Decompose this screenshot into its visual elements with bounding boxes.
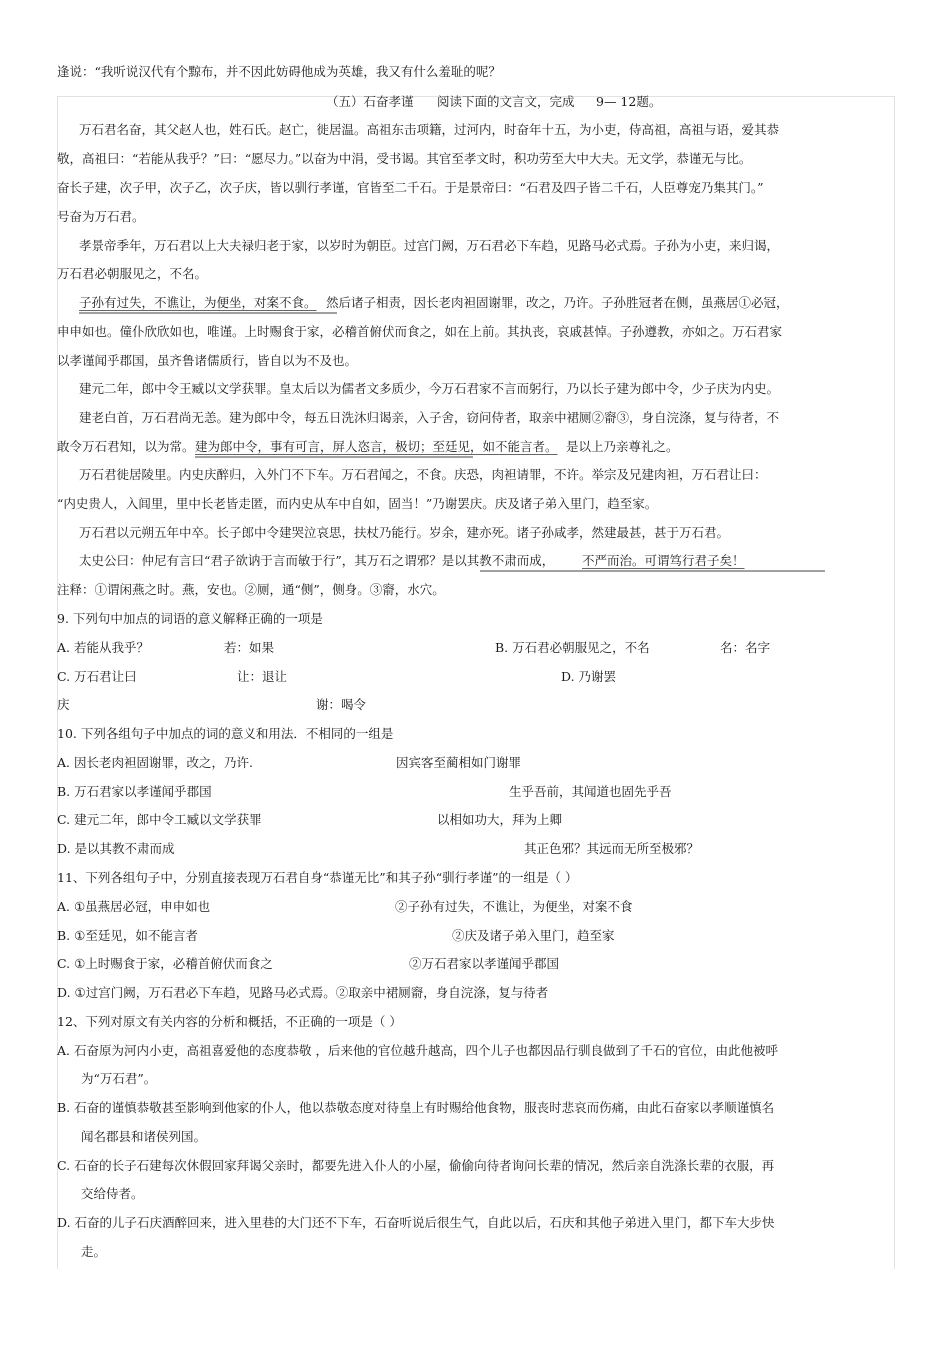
passage-line: 奋长子建，次子甲，次子乙，次子庆，皆以驯行孝谨，官皆至二千石。于是景帝曰：“石君及四子皆二千石，人臣尊宠乃集其门。” [57, 180, 764, 195]
underlined-sentence: 不严而治。可谓笃行君子矣！ [582, 553, 745, 568]
passage-line: 以孝谨闻乎郡国，虽齐鲁诸儒质行，皆自以为不及也。 [57, 353, 358, 368]
option-D-continued: 走。 [81, 1244, 107, 1259]
underline-rule [195, 456, 473, 458]
underline-rule [480, 570, 825, 572]
question-stem: 11、下列各组句子中，分别直接表现万石君自身“恭谨无比”和其子孙“驯行孝谨”的一组是（ ） [57, 870, 578, 885]
underline-rule [79, 312, 337, 314]
option-D: D. 乃谢罢 [561, 669, 617, 684]
option-C: C. 建元二年，郎中令工臧以文学获罪 [57, 812, 262, 827]
passage-line: 申申如也。僮仆欣欣如也，唯谨。上时赐食于家，必稽首俯伏而食之，如在上前。其执丧，哀戚甚悼。子孙遵教，亦如之。万石君家 [57, 324, 783, 339]
option-C: C. 万石君让曰 [57, 669, 137, 684]
option-C-continued: 交给侍者。 [81, 1186, 144, 1201]
notes: 注释：①谓闲燕之时。燕，安也。②厕，通“侧”，侧身。③窬，水穴。 [57, 582, 445, 597]
option-B-compare: 生乎吾前，其闻道也固先乎吾 [509, 784, 672, 799]
passage-line: 敢令万石君知，以为常。 [57, 439, 195, 454]
section-instruction: 阅读下面的文言文，完成 [437, 94, 575, 109]
option-C-compare: 以相如功大，拜为上卿 [437, 812, 563, 827]
question-stem: 9. 下列句中加点的词语的意义解释正确的一项是 [57, 611, 323, 626]
passage-line: 万石君以元朔五年中卒。长子郎中令建哭泣哀思，扶杖乃能行。岁余，建亦死。诸子孙咸孝，然建最甚，甚于万石君。 [79, 525, 730, 540]
option-B-continued: 闻名郡县和诸侯列国。 [81, 1129, 207, 1144]
passage-line: 然后诸子相责，因长老肉袒固谢罪，改之，乃许。子孙胜冠者在侧，虽燕居①必冠， [326, 295, 789, 310]
passage-line: 是以上乃亲尊礼之。 [566, 439, 679, 454]
option-A-gloss: 若：如果 [224, 640, 275, 655]
passage-line: 建元二年，郎中令王臧以文学获罪。皇太后以为儒者文多质少，今万石君家不言而躬行，乃以长子建为郎中令，少子庆为内史。 [79, 381, 780, 396]
option-D: D. 是以其教不肃而成 [57, 841, 175, 856]
option-A: A. ①虽燕居必冠，申申如也 [57, 899, 211, 914]
option-A: A. 因长老肉袒固谢罪，改之，乃许. [57, 755, 253, 770]
section-range: 9— 12题。 [596, 94, 662, 109]
section-title: （五）石奋孝谨 [326, 94, 414, 109]
passage-line: 敬，高祖曰：“若能从我乎？”曰：“愿尽力。”以奋为中涓，受书谒。其官至孝文时，积功劳至大中大夫。无文学，恭谨无与比。 [57, 151, 752, 166]
option-D-continued: 庆 [57, 697, 70, 712]
option-D-compare: 其正色邪？其远而无所至极邪？ [524, 841, 700, 856]
underlined-sentence: 建为郎中令，事有可言，屏人恣言，极切；至廷见，如不能言者。 [195, 439, 558, 454]
option-D: D. 石奋的儿子石庆酒醉回来，进入里巷的大门还不下车，石奋听说后很生气，自此以后，石庆和其他子弟进入里门，都下车大步快 [57, 1215, 775, 1230]
option-B: B. 万石君家以孝谨闻乎郡国 [57, 784, 212, 799]
option-A-second: ②子孙有过失，不谯让，为便坐，对案不食 [395, 899, 633, 914]
option-C-gloss: 让：退让 [237, 669, 288, 684]
passage-line: 万石君必朝服见之，不名。 [57, 266, 208, 281]
intro-line: 逢说：“我听说汉代有个黥布，并不因此妨碍他成为英雄，我又有什么羞耻的呢？ [57, 64, 501, 79]
passage-line: 建老白首，万石君尚无恙。建为郎中令，每五日洗沐归谒亲，入子舍，窃问侍者，取亲中裙厕②窬③，身自浣涤，复与待者，不 [79, 410, 780, 425]
passage-line: 号奋为万石君。 [57, 209, 145, 224]
passage-line: 万石君名奋，其父赵人也，姓石氏。赵亡，徙居温。高祖东击项籍，过河内，时奋年十五，为小吏，侍高祖，高祖与语，爱其恭 [79, 122, 780, 137]
option-B-gloss: 名：名字 [720, 640, 771, 655]
passage-line: 孝景帝季年，万石君以上大夫禄归老于家，以岁时为朝臣。过宫门阙，万石君必下车趋，见路马必式焉。子孙为小吏，来归谒， [79, 238, 780, 253]
option-B: B. 万石君必朝服见之，不名 [495, 640, 650, 655]
option-A-compare: 因宾客至蔺相如门谢罪 [396, 755, 522, 770]
underlined-sentence: 子孙有过失，不谯让，为便坐，对案不食。 [79, 295, 317, 310]
option-B: B. ①至廷见，如不能言者 [57, 928, 198, 943]
option-B-second: ②庆及诸子弟入里门，趋至家 [452, 928, 615, 943]
passage-line: “内史贵人，入闾里，里中长老皆走匿，而内史从车中自如，固当！”乃谢罢庆。庆及诸子弟入里门，趋至家。 [57, 496, 658, 511]
option-D: D. ①过宫门阙，万石君必下车趋，见路马必式焉。②取亲中裙厕窬，身自浣涤，复与待者 [57, 985, 549, 1000]
question-stem: 12、下列对原文有关内容的分析和概括，不正确的一项是（ ） [57, 1014, 402, 1029]
option-A: A. 石奋原为河内小吏，高祖喜爱他的态度恭敬 ，后来他的官位越升越高，四个儿子也都因品行驯良做到了千石的官位，由此他被呼 [57, 1043, 778, 1058]
option-A: A. 若能从我乎？ [57, 640, 149, 655]
passage-line: 万石君徙居陵里。内史庆醉归，入外门不下车。万石君闻之，不食。庆恐，肉袒请罪，不许。举宗及兄建肉袒，万石君让曰： [79, 467, 767, 482]
option-B: B. 石奋的谨慎恭敬甚至影响到他家的仆人，他以恭敬态度对待皇上有时赐给他食物，服丧时悲哀而伤痛，由此石奋家以孝顺谨慎名 [57, 1100, 775, 1115]
passage-line: 太史公曰：仲尼有言曰“君子欲讷于言而敏于行”，其万石之谓邪？是以其教不肃而成， [79, 553, 555, 568]
option-C-second: ②万石君家以孝谨闻乎郡国 [409, 956, 560, 971]
option-C: C. ①上时赐食于家，必稽首俯伏而食之 [57, 956, 273, 971]
option-A-continued: 为“万石君”。 [81, 1071, 157, 1086]
option-C: C. 石奋的长子石建每次休假回家拜谒父亲时，都要先进入仆人的小屋，偷偷向待者询问长辈的情况，然后亲自洗涤长辈的衣服，再 [57, 1158, 775, 1173]
question-stem: 10. 下列各组句子中加点的词的意义和用法．不相同的一组是 [57, 726, 394, 741]
option-D-gloss: 谢：喝令 [316, 697, 367, 712]
